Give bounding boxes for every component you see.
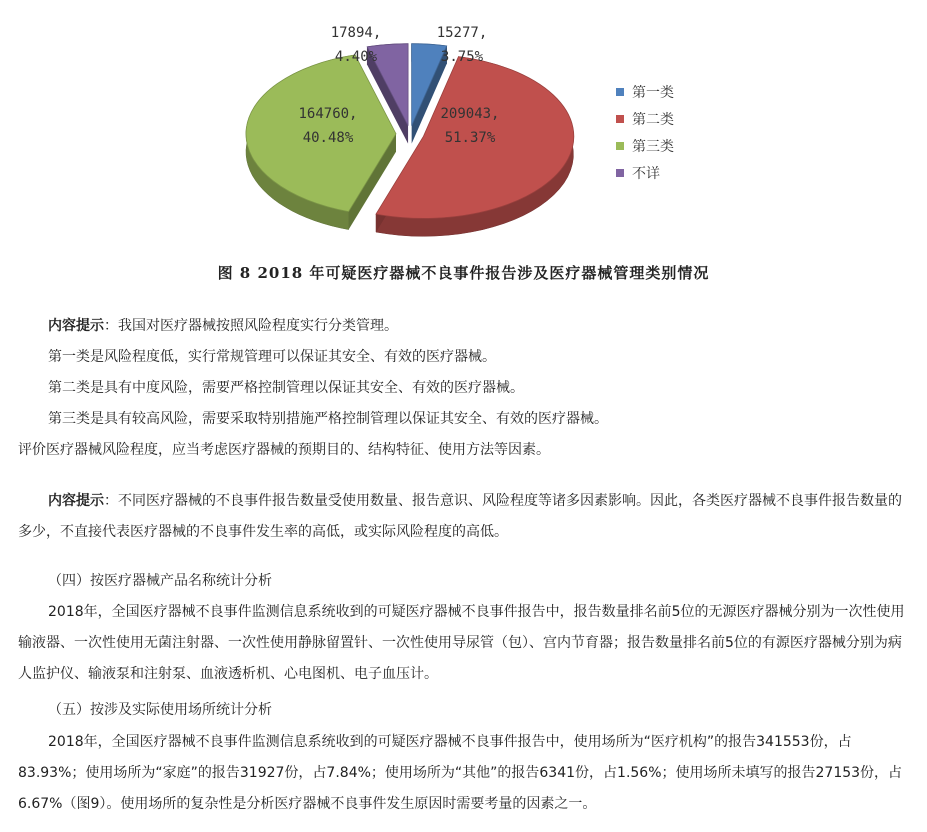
- legend-label-3: 第三类: [632, 139, 674, 155]
- risk-evaluation-text: 评价医疗器械风险程度，应当考虑医疗器械的预期目的、结构特征、使用方法等因素。: [18, 442, 550, 458]
- pie-chart: [0, 0, 927, 250]
- content-note-2: [18, 486, 914, 548]
- class-2-description: 第二类是具有中度风险，需要严格控制管理以保证其安全、有效的医疗器械。: [48, 380, 524, 396]
- section-4-body: 2018年，全国医疗器械不良事件监测信息系统收到的可疑医疗器械不良事件报告中，报告数量排名前5位的无源医疗器械分别为一次性使用输液器、一次性使用无菌注射器、一次性使用静脉留置针、一次性使用导尿管（包）、宫内节育器；报告数量排名前5位的有源医疗器械分别为病人监护仪、输液泵和注射泵、血液透析机、心电图机、电子血压计。: [18, 604, 905, 682]
- slice-percent-label: 51.37%: [444, 130, 496, 146]
- legend-swatch-2: [616, 115, 624, 123]
- slice-value-label: 209043,: [440, 106, 500, 122]
- slice-percent-label: 40.48%: [302, 130, 354, 146]
- legend-label-4: 不详: [632, 166, 660, 182]
- slice-percent-label: 4.40%: [334, 49, 378, 65]
- class-3-description: 第三类是具有较高风险，需要采取特别措施严格控制管理以保证其安全、有效的医疗器械。: [48, 411, 608, 427]
- content-note-1: [48, 316, 398, 336]
- section-5-body: 2018年，全国医疗器械不良事件监测信息系统收到的可疑医疗器械不良事件报告中，使用场所为“医疗机构”的报告341553份，占83.93%；使用场所为“家庭”的报告31927份，占7.84%；使用场所为“其他”的报告6341份，占1.56%；使用场所未填写的报告27153份，占6.67%（图9）。使用场所的复杂性是分析医疗器械不良事件发生原因时需要考量的因素之一。: [18, 734, 903, 812]
- slice-value-label: 17894,: [330, 25, 382, 41]
- content-note-label: 内容提示: [48, 493, 104, 509]
- content-note-label: 内容提示: [48, 318, 104, 334]
- legend-swatch-4: [616, 169, 624, 177]
- legend-label-2: 第二类: [632, 112, 674, 128]
- figure-caption: 图 8 2018 年可疑医疗器械不良事件报告涉及医疗器械管理类别情况: [217, 264, 710, 282]
- content-note-body: ：我国对医疗器械按照风险程度实行分类管理。: [104, 318, 398, 334]
- chart-legend: [616, 84, 674, 182]
- legend-swatch-1: [616, 88, 624, 96]
- slice-value-label: 164760,: [298, 106, 358, 122]
- section-5-heading: （五）按涉及实际使用场所统计分析: [48, 702, 272, 718]
- legend-label-1: 第一类: [632, 85, 674, 101]
- slice-percent-label: 3.75%: [440, 49, 484, 65]
- class-1-description: 第一类是风险程度低，实行常规管理可以保证其安全、有效的医疗器械。: [48, 349, 496, 365]
- section-4-heading: （四）按医疗器械产品名称统计分析: [48, 573, 272, 589]
- legend-swatch-3: [616, 142, 624, 150]
- content-note-body: ：不同医疗器械的不良事件报告数量受使用数量、报告意识、风险程度等诸多因素影响。因此，各类医疗器械不良事件报告数量的多少，不直接代表医疗器械的不良事件发生率的高低，或实际风险程度的高低。: [18, 493, 902, 540]
- slice-value-label: 15277,: [436, 25, 488, 41]
